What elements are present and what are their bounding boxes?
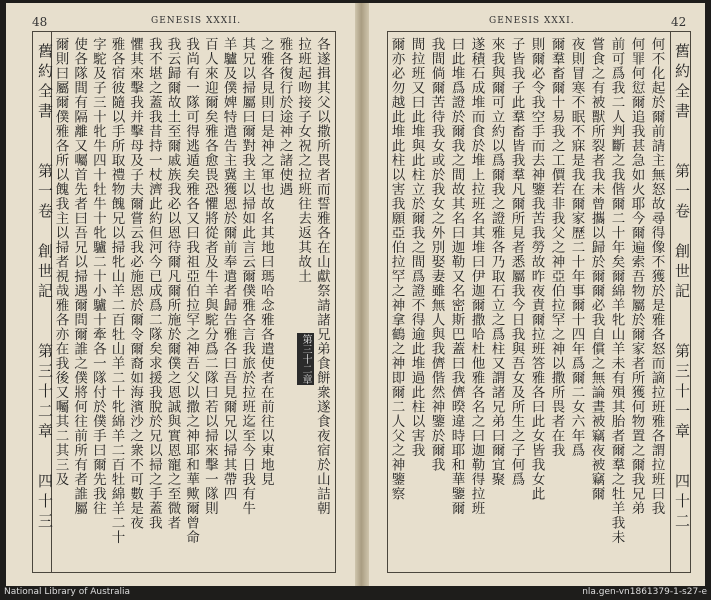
right-page-number: 42 xyxy=(671,15,687,29)
text-column: 何罪何愆爾追我甚急如火耶今爾遍索吾物屬於爾家者所獲何物置之爾我兄弟 xyxy=(628,37,645,516)
left-page xyxy=(6,3,355,586)
chapter-marker: 第三十二章 xyxy=(297,333,314,385)
right-side-volume: 第一卷 xyxy=(673,163,691,223)
text-column: 則爾必令我空手而去神鑒我苦我勞故昨夜責爾拉班答雅各曰此女皆我女此 xyxy=(528,37,545,501)
text-column: 拉班起吻接子女祝之拉班往去返其故土 xyxy=(295,37,312,284)
text-column: 遂積石成堆而食於堆上拉班名其堆曰伊迦爾撒哈杜他雅各名之曰迦勒得拉班 xyxy=(468,37,485,516)
text-column: 爾羣畜爾十易我之工價若非我父之神亞伯拉罕之神以撒所畏者在我 xyxy=(548,37,565,458)
text-column: 來我與爾可立約以爲爾我之證雅各乃取石立之爲柱又謂諸兄弟曰爾宜聚 xyxy=(488,37,505,487)
left-page-number: 48 xyxy=(32,15,48,29)
left-side-volume: 第一卷 xyxy=(36,163,54,223)
left-side-chapter: 第三十二章 xyxy=(36,343,54,443)
text-column: 羊驢及僕婢特遣告主冀獲恩於爾前奉遣者歸告雅各曰吾見爾兄以掃其帶四 xyxy=(220,37,237,501)
text-column: 其兄以掃屬曰爾對我主以掃如此言云爾僕雅各言我旅於拉班迄至今日我有牛 xyxy=(239,37,256,516)
right-running-head: GENESIS XXXI. xyxy=(489,16,575,26)
right-side-sheet: 四十二 xyxy=(673,473,691,533)
footer-bar xyxy=(0,587,711,600)
text-column: 夜則冒寒不眠不寐是我在爾家歷二十年事爾十四年爲爾二女六年爲 xyxy=(568,37,585,458)
left-running-head: GENESIS XXXII. xyxy=(151,16,242,26)
right-side-chapter: 第三十一章 xyxy=(673,343,691,443)
text-column: 使各隊間有隔離又囑首先者曰吾兄以掃遇爾問爾誰之僕將何往前所有者誰屬 xyxy=(71,37,88,516)
text-column: 爾亦必勿越此堆此柱以害我願亞伯拉罕之神拿鶴之神即爾二人父之神鑒察 xyxy=(388,37,405,501)
text-column: 嘗食之有被獸所裂者我未曾攜以歸於爾爾必我自償之無論晝被竊夜被竊爾 xyxy=(588,37,605,501)
text-column: 子皆我子此羣畜皆我羣凡爾所見者悉屬我今日我與吾女及所生之子何爲 xyxy=(508,37,525,487)
right-side-book: 舊約全書 xyxy=(673,43,691,123)
text-column: 間拉班又曰此堆與此柱立於爾我之間爲證不得逾此堆過此柱以害我 xyxy=(408,37,425,458)
left-side-sheet: 四十三 xyxy=(36,473,54,533)
footer-identifier: nla.gen-vn1861379-1-s27-e xyxy=(582,587,707,597)
left-side-book-name: 創世記 xyxy=(36,243,54,303)
text-column: 曰此堆爲證於爾我之間故其名曰迦勒又名密斯巴蓋曰我儕暌違時耶和華鑒爾 xyxy=(448,37,465,516)
text-column: 雅各宿彼隨以手所取禮物餽兄以掃牝山羊二百牡山羊二十牝綿羊二百牡綿羊二十 xyxy=(108,37,125,545)
text-column: 懼其來擊我并擊母及子夫爾嘗云我必施恩於爾令爾裔如海濱沙之衆不可數是夜 xyxy=(127,37,144,530)
text-column: 我尚有一隊可得逃遁矣雅各又曰我祖亞伯拉罕之神吾父以撒之神耶和華歟爾曾命 xyxy=(183,37,200,545)
right-margin-rule xyxy=(670,31,671,572)
right-side-book-name: 創世記 xyxy=(673,243,691,303)
left-side-book: 舊約全書 xyxy=(36,43,54,123)
text-column: 我云歸爾故土至爾戚族我必以恩待爾凡爾所施於爾僕之恩誠與實恩寵之至微者 xyxy=(164,37,181,530)
text-column: 何不化起於爾前請主無怒故尋得像不獲於是雅各怒而謫拉班雅各謂拉班曰我 xyxy=(648,37,665,516)
book-spread xyxy=(6,3,705,586)
text-column: 爾則曰屬爾僕雅各所以餽我主以掃者視哉雅各亦在我後又囑其二其三及 xyxy=(52,37,69,487)
text-column: 之雅各見則曰是神之軍也故名其地曰瑪哈念雅各遣使者在前往以東地見 xyxy=(257,37,274,487)
text-column: 各遂揖其父以撒所畏者而誓雅各在山獻祭請諸兄弟食餅衆遂食夜宿於山詰朝 xyxy=(313,37,330,516)
text-column: 百人來迎爾矣雅各愈畏恐懼將從者及牛羊與駝分爲二隊曰若以掃來擊一隊則 xyxy=(201,37,218,516)
footer-library-credit: National Library of Australia xyxy=(4,587,131,597)
text-column: 前可爲我二人判斷之我偕爾二十年矣爾綿羊牝山羊未有殞其胎者爾羣之牡羊我未 xyxy=(608,37,625,545)
right-page xyxy=(369,3,705,586)
book-gutter xyxy=(355,3,369,586)
text-column: 字駝及子三十牝牛四十牡牛十牝驢二十小驢十牽各一隊付於僕手曰爾先我往 xyxy=(89,37,106,516)
text-column: 雅各復行於途神之諸使遇 xyxy=(276,37,293,197)
text-column: 我間倘爾苦待我女或於我女之外別娶妻雖無人與我儕偕然神鑒於爾我 xyxy=(428,37,445,472)
text-column: 我不堪之蓋我昔持一杖濟此約但河今已成爲二隊矣求援我脫於兄以掃之手蓋我 xyxy=(145,37,162,530)
